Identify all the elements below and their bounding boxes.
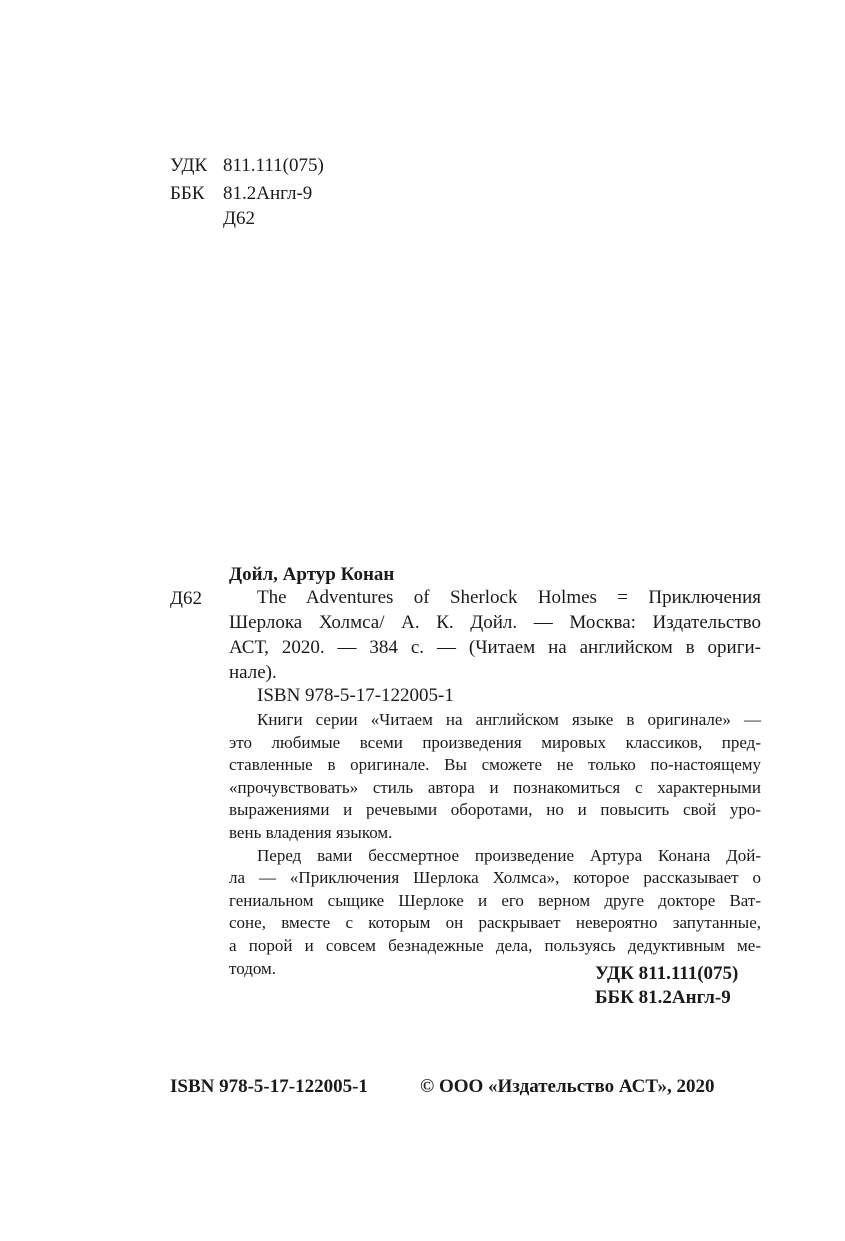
udk-bottom: УДК 811.111(075): [595, 963, 739, 984]
bbk-value: 81.2Англ-9: [223, 183, 313, 204]
description-line: The Adventures of Sherlock Holmes = Приключения: [257, 587, 761, 608]
annotation-line: «прочувствовать» стиль автора и познакомиться с характерными: [229, 777, 761, 797]
bbk-header-line: [170, 180, 312, 208]
bibliographic-description: [229, 585, 761, 685]
udk-label: УДК: [170, 155, 208, 176]
footer-copyright: © ООО «Издательство АСТ», 2020: [420, 1076, 715, 1097]
bbk-bottom: ББК 81.2Англ-9: [595, 987, 731, 1008]
annotation-line: это любимые всеми произведения мировых классиков, пред-: [229, 732, 761, 752]
annotation-line: тодом.: [229, 958, 277, 978]
annotation-line: ла — «Приключения Шерлока Холмса», которое рассказывает о: [229, 868, 761, 888]
annotation-line: выражениями и речевыми оборотами, но и повысить свой уро-: [229, 800, 761, 820]
footer-isbn: ISBN 978-5-17-122005-1: [170, 1076, 368, 1097]
annotation-line: вень владения языком.: [229, 822, 393, 842]
annotation-line: ставленные в оригинале. Вы сможете не только по-настоящему: [229, 755, 761, 775]
udk-value: 811.111(075): [223, 155, 324, 176]
udk-header-line: [170, 152, 324, 180]
annotation-line: Книги серии «Читаем на английском языке в оригинале» —: [257, 710, 761, 729]
description-line: нале).: [229, 662, 277, 683]
annotation-line: гениальном сыщике Шерлоке и его верном друге докторе Ват-: [229, 890, 761, 910]
description-line: Шерлока Холмса/ А. К. Дойл. — Москва: Издательство: [229, 612, 761, 633]
author-sign-header: Д62: [223, 208, 255, 229]
author-heading: Дойл, Артур Конан: [229, 564, 395, 585]
bbk-label: ББК: [170, 183, 205, 204]
annotation-line: а порой и совсем безнадежные дела, пользуясь дедуктивным ме-: [229, 935, 761, 955]
author-sign: Д62: [170, 588, 202, 609]
annotation-line: соне, вместе с которым он раскрывает невероятно запутанные,: [229, 913, 761, 933]
annotation: [229, 709, 761, 980]
annotation-line: Перед вами бессмертное произведение Артура Конана Дой-: [257, 845, 761, 865]
description-line: АСТ, 2020. — 384 с. — (Читаем на английском в ориги-: [229, 637, 761, 658]
isbn-record: ISBN 978-5-17-122005-1: [257, 685, 454, 706]
